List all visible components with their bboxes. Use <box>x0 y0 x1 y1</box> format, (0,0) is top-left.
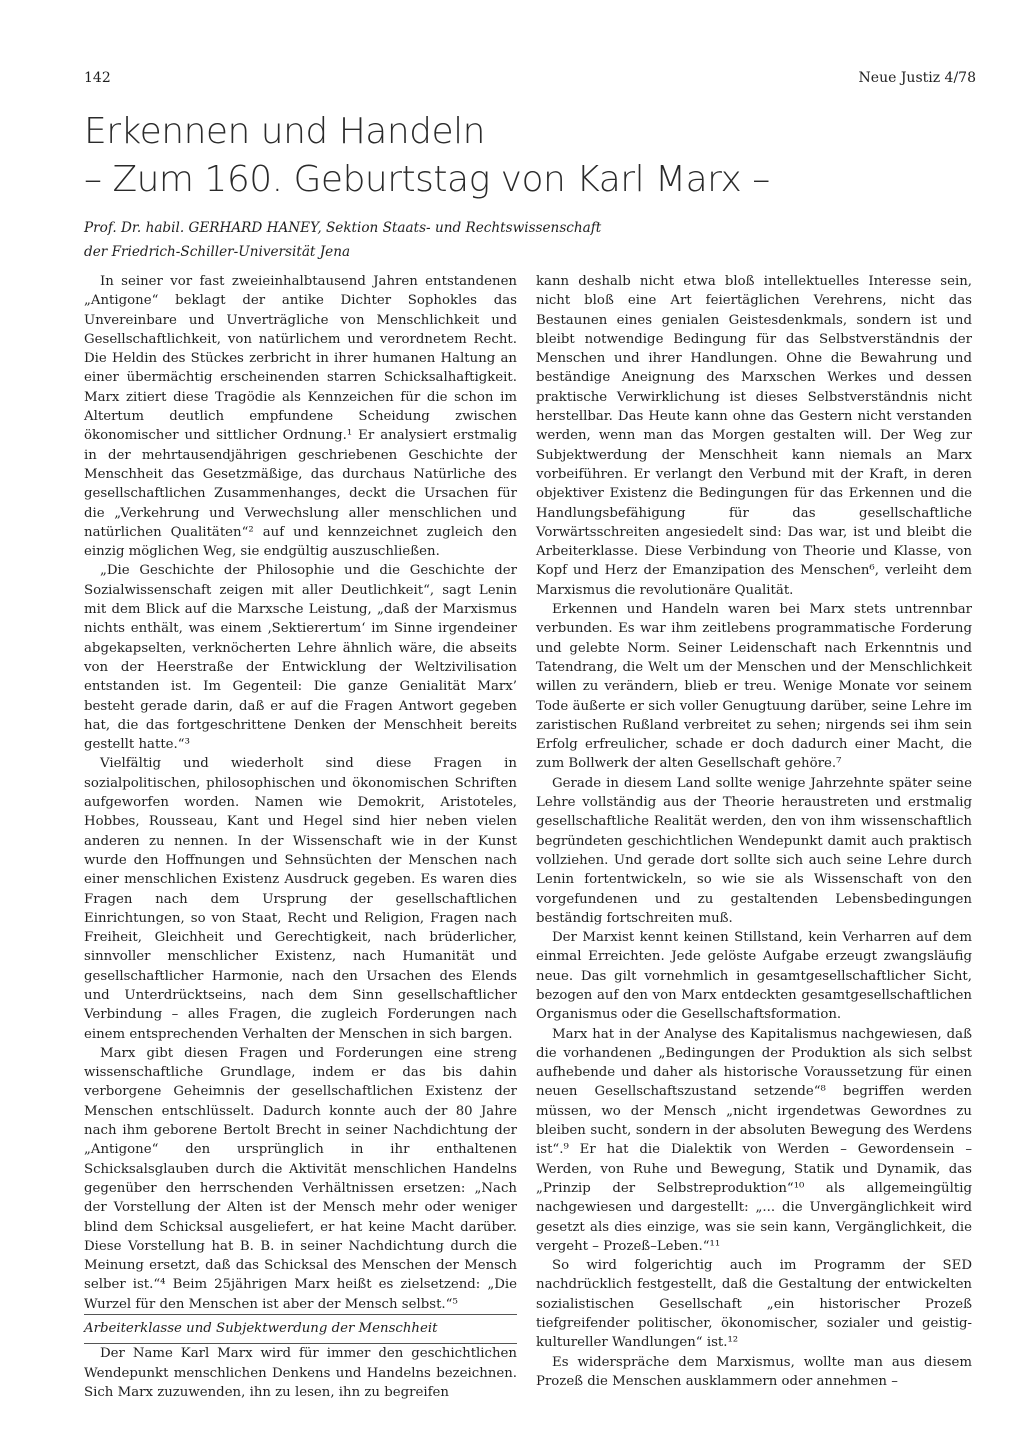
paragraph: „Die Geschichte der Philosophie und die Geschichte der Sozialwissenschaft zeigen mit aller Deutlichkeit“, sagt Lenin mit dem Blick auf die Marxsche Leistung, „daß der Marxismus nichts enthält, was einem ‚Sektierertum‘ im Sinne irgendeiner abgekapselten, verknöcherten Lehre ähnlich wäre, die abseits von der Heerstraße der Entwicklung der Weltzivilisation entstanden ist. Im Gegenteil: Die ganze Genialität Marx’ besteht gerade darin, daß er auf die Fragen Antwort gegeben hat, die das fortgeschrittene Denken der Menschheit bereits gestellt hatte.“³ <box>84 563 517 753</box>
paragraph: In seiner vor fast zweieinhalbtausend Jahren entstandenen „Antigone“ beklagt der antike Dichter Sophokles das Unvereinbare und Unverträgliche von Menschlichkeit und Gesellschaftlichkeit, von natürlichem und verordnetem Recht. Die Heldin des Stückes zerbricht in ihrer humanen Haltung an einer übermächtig erscheinenden starren Schicksalhaftigkeit. Marx zitiert diese Tragödie als Kennzeichen für die schon im Altertum deutlich empfundene Scheidung zwischen ökonomischer und sittlicher Ordnung.¹ Er analysiert erstmalig in der mehrtausendjährigen geschriebenen Geschichte der Menschheit das Gesetzmäßige, das durchaus Natürliche des gesellschaftlichen Zusammenhanges, deckt die Ursachen für die „Verkehrung und Verwechslung aller menschlichen und natürlichen Qualitäten“² auf und kennzeichnet zugleich den einzig möglichen Weg, sie endgültig auszuschließen. <box>84 274 517 560</box>
paragraph: Es widerspräche dem Marxismus, wollte man aus diesem Prozeß die Menschen ausklammern oder annehmen – <box>536 1354 972 1389</box>
author-byline <box>84 216 684 264</box>
article-title <box>84 108 984 204</box>
title-line-1: Erkennen und Handeln <box>84 111 485 152</box>
paragraph: So wird folgerichtig auch im Programm der SED nachdrücklich festgestellt, daß die Gestaltung der entwickelten sozialistischen Gesellschaft „ein historischer Prozeß tiefgreifender politischer, ökonomischer, sozialer und geistig-kultureller Wandlungen“ ist.¹² <box>536 1258 972 1351</box>
paragraph: Marx gibt diesen Fragen und Forderungen eine streng wissenschaftliche Grundlage, indem er das bis dahin verborgene Geheimnis der gesellschaftlichen Existenz der Menschen entschlüsselt. Dadurch konnte auch der 80 Jahre nach ihm geborene Bertolt Brecht in seiner Nachdichtung der „Antigone“ den ursprünglich in ihr enthaltenen Schicksalsglauben durch die Aktivität menschlichen Handelns gegenüber den herrschenden Verhältnissen ersetzen: „Nach der Vorstellung der Alten ist der Mensch mehr oder weniger blind dem Schicksal ausgeliefert, er hat keine Macht darüber. Diese Vorstellung hat B. B. in seiner Nachdichtung durch die Meinung ersetzt, daß das Schicksal des Menschen der Mensch selber ist.“⁴ Beim 25jährigen Marx heißt es zielsetzend: „Die Wurzel für den Menschen ist aber der Mensch selbst.“⁵ <box>84 1045 517 1312</box>
paragraph: Erkennen und Handeln waren bei Marx stets untrennbar verbunden. Es war ihm zeitlebens programmatische Forderung und gelebte Norm. Seiner Leidenschaft nach Erkenntnis und Tatendrang, die Welt um der Menschen und der Menschlichkeit willen zu verändern, blieb er treu. Wenige Monate vor seinem Tode äußerte er sich voller Genugtuung darüber, seine Lehre im zaristischen Rußland verbreitet zu sehen; nirgends sei ihm sein Erfolg erfreulicher, schade er doch dadurch einer Macht, die zum Bollwerk der alten Gesellschaft gehöre.⁷ <box>536 602 972 772</box>
paragraph: kann deshalb nicht etwa bloß intellektuelles Interesse sein, nicht bloß eine Art feiertäglichen Verehrens, nicht das Bestaunen eines genialen Geistesdenkmals, sondern ist und bleibt notwendige Bedingung für das Selbstverständnis der Menschen und ihrer Handlungen. Ohne die Bewahrung und beständige Aneignung des Marxschen Werkes und dessen praktische Verwirklichung ist dieses Selbstverständnis nicht herstellbar. Das Heute kann ohne das Gestern nicht verstanden werden, wenn man das Morgen gestalten will. Der Weg zur Subjektwerdung der Menschheit kann niemals an Marx vorbeiführen. Er verlangt den Verbund mit der Kraft, in deren objektiver Existenz die Bedingungen für das Erkennen und die Handlungsbefähigung für das gesellschaftliche Vorwärtsschreiten angesiedelt sind: Das war, ist und bleibt die Arbeiterklasse. Diese Verbindung von Theorie und Klasse, von Kopf und Herz der Emanzipation des Menschen⁶, verleiht dem Marxismus die revolutionäre Qualität. <box>536 274 972 598</box>
title-line-2: – Zum 160. Geburtstag von Karl Marx – <box>84 159 770 200</box>
byline-line-1: Prof. Dr. habil. GERHARD HANEY, Sektion Staats- und Rechtswissenschaft <box>84 220 602 236</box>
paragraph: Der Name Karl Marx wird für immer den geschichtlichen Wendepunkt menschlichen Denkens und Handelns bezeichnen. Sich Marx zuzuwenden, ihn zu lesen, ihn zu begreifen <box>84 1346 517 1400</box>
paragraph: Vielfältig und wiederholt sind diese Fragen in sozialpolitischen, philosophischen und ökonomischen Schriften aufgeworfen worden. Namen wie Demokrit, Aristoteles, Hobbes, Rousseau, Kant und Hegel sind hier neben vielen anderen zu nennen. In der Wissenschaft wie in der Kunst wurde den Hoffnungen und Sehnsüchten der Menschen nach einer menschlichen Existenz Ausdruck gegeben. Es waren dies Fragen nach dem Ursprung der gesellschaftlichen Einrichtungen, so von Staat, Recht und Religion, Fragen nach Freiheit, Gleichheit und Gerechtigkeit, nach brüderlicher, sinnvoller menschlicher Existenz, nach Humanität und gesellschaftlicher Harmonie, nach den Ursachen des Elends und Unterdrücktseins, nach dem Sinn gesellschaftlicher Verbindung – alles Fragen, die zugleich Forderungen nach einem entsprechenden Verhalten der Menschen in sich bargen. <box>84 756 517 1042</box>
byline-line-2: der Friedrich-Schiller-Universität Jena <box>84 244 351 260</box>
paragraph: Der Marxist kennt keinen Stillstand, kein Verharren auf dem einmal Erreichten. Jede gelöste Aufgabe erzeugt zwangsläufig neue. Das gilt vornehmlich in gesamtgesellschaftlicher Sicht, bezogen auf den von Marx entdeckten gesamtgesellschaftlichen Organismus oder die Gesellschaftsformation. <box>536 930 972 1023</box>
paragraph: Gerade in diesem Land sollte wenige Jahrzehnte später seine Lehre vollständig aus der Theorie heraustreten und erstmalig gesellschaftliche Realität werden, den von ihm wissenschaftlich begründeten geschichtlichen Wendepunkt damit auch praktisch vollziehen. Und gerade dort sollte sich auch seine Lehre durch Lenin fortentwickeln, so wie sie als Wissenschaft von den vorgefundenen und zu gestaltenden Lebensbedingungen beständig fortschreiten muß. <box>536 775 972 926</box>
page-number: 142 <box>84 70 111 86</box>
journal-issue: Neue Justiz 4/78 <box>858 70 976 86</box>
right-column <box>536 272 972 1391</box>
paragraph: Marx hat in der Analyse des Kapitalismus nachgewiesen, daß die vorhandenen „Bedingungen der Produktion als sich selbst aufhebende und daher als historische Voraussetzung für einen neuen Gesellschaftszustand setzende“⁸ begriffen werden müssen, wo der Mensch „nicht irgendetwas Gewordnes zu bleiben sucht, sondern in der absoluten Bewegung des Werdens ist“.⁹ Er hat die Dialektik von Werden – Gewordensein – Werden, von Ruhe und Bewegung, Statik und Dynamik, das „Prinzip der Selbstreproduktion“¹⁰ als allgemeingültig nachgewiesen und dargestellt: „... die Unvergänglichkeit wird gesetzt als dies einzige, was sie sein kann, Vergänglichkeit, die vergeht – Prozeß–Leben.“¹¹ <box>536 1026 972 1254</box>
left-column <box>84 272 517 1402</box>
section-heading: Arbeiterklasse und Subjektwerdung der Menschheit <box>84 1314 517 1344</box>
